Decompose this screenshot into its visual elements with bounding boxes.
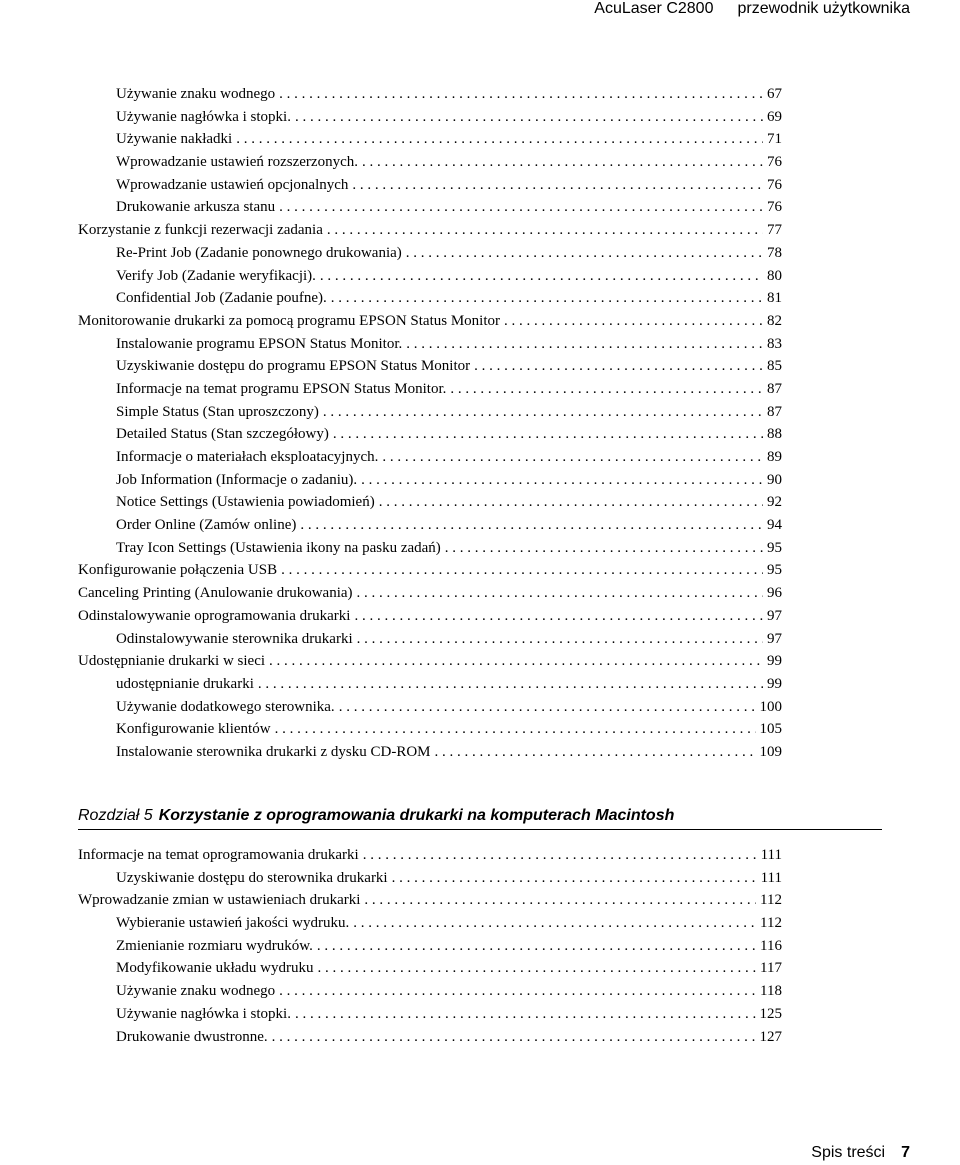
toc-entry-label: Informacje na temat programu EPSON Status Monitor. — [116, 380, 447, 397]
toc-dot-leader — [279, 83, 763, 106]
toc-entry-label: Drukowanie dwustronne. — [116, 1028, 268, 1045]
toc-entry-page: 92 — [767, 494, 782, 511]
toc-entry[interactable] — [78, 980, 782, 1003]
toc-dot-leader — [327, 219, 763, 242]
toc-dot-leader — [281, 559, 763, 582]
toc-entry[interactable] — [78, 628, 782, 651]
toc-entry-label: Instalowanie programu EPSON Status Monitor. — [116, 335, 403, 352]
toc-entry-page: 67 — [767, 86, 782, 102]
toc-entry-label: Używanie znaku wodnego — [116, 86, 276, 102]
toc-dot-leader — [363, 844, 757, 867]
toc-list-chapter-5 — [78, 844, 782, 1048]
toc-entry[interactable] — [78, 867, 782, 890]
toc-entry-page: 111 — [760, 847, 782, 863]
toc-entry-label: Canceling Printing (Anulowanie drukowania) — [78, 585, 353, 602]
guide-title: przewodnik użytkownika — [737, 0, 910, 17]
toc-dot-leader — [445, 537, 763, 560]
toc-entry-label: Informacje na temat oprogramowania drukarki — [78, 847, 359, 863]
toc-entry-page: 127 — [759, 1028, 782, 1045]
toc-dot-leader — [317, 957, 756, 980]
toc-entry-label: Modyfikowanie układu wydruku — [116, 960, 314, 977]
toc-entry-label: udostępnianie drukarki — [116, 675, 254, 692]
toc-entry[interactable] — [78, 423, 782, 446]
toc-dot-leader — [450, 378, 763, 401]
toc-entry-page: 109 — [759, 743, 782, 760]
toc-entry-page: 85 — [767, 358, 782, 375]
chapter-title: Korzystanie z oprogramowania drukarki na komputerach Macintosh — [158, 807, 675, 824]
toc-entry-label: Job Information (Informacje o zadaniu). — [116, 471, 358, 488]
toc-entry-label: Uzyskiwanie dostępu do programu EPSON Status Monitor — [116, 358, 471, 375]
toc-dot-leader — [331, 287, 763, 310]
toc-dot-leader — [317, 935, 756, 958]
toc-dot-leader — [258, 673, 763, 696]
toc-entry-label: Notice Settings (Ustawienia powiadomień) — [116, 494, 375, 511]
toc-entry-label: Udostępnianie drukarki w sieci — [78, 653, 266, 670]
toc-entry[interactable] — [78, 378, 782, 401]
toc-entry[interactable] — [78, 582, 782, 605]
toc-entry-page: 71 — [767, 131, 782, 148]
toc-entry[interactable] — [78, 605, 782, 628]
toc-entry[interactable] — [78, 889, 782, 912]
toc-entry[interactable] — [78, 219, 782, 242]
toc-entry-page: 89 — [767, 449, 782, 465]
toc-entry-page: 111 — [760, 869, 782, 886]
toc-dot-leader — [339, 696, 756, 719]
toc-dot-leader — [357, 582, 763, 605]
toc-entry-label: Zmienianie rozmiaru wydruków. — [116, 937, 313, 954]
toc-entry[interactable] — [78, 151, 782, 174]
toc-dot-leader — [406, 333, 763, 356]
toc-entry-label: Używanie nagłówka i stopki. — [116, 1005, 291, 1022]
toc-entry-label: Monitorowanie drukarki za pomocą programu EPSON Status Monitor — [78, 312, 501, 329]
chapter-number: Rozdział 5 — [78, 807, 153, 824]
toc-entry-label: Korzystanie z funkcji rezerwacji zadania — [78, 222, 323, 239]
toc-entry-label: Wybieranie ustawień jakości wydruku. — [116, 915, 350, 932]
toc-entry-page: 83 — [767, 335, 782, 352]
footer-page-number: 7 — [901, 1144, 910, 1161]
toc-dot-leader — [236, 128, 763, 151]
toc-entry-page: 116 — [760, 937, 782, 954]
toc-entry-label: Informacje o materiałach eksploatacyjnych. — [116, 449, 379, 465]
toc-entry-page: 80 — [767, 267, 782, 284]
toc-dot-leader — [474, 355, 763, 378]
toc-dot-leader — [504, 310, 763, 333]
toc-entry-label: Simple Status (Stan uproszczony) — [116, 403, 319, 420]
toc-entry[interactable] — [78, 265, 782, 288]
toc-entry[interactable] — [78, 844, 782, 867]
toc-entry[interactable] — [78, 310, 782, 333]
toc-entry-page: 76 — [767, 154, 782, 171]
toc-entry[interactable] — [78, 650, 782, 673]
toc-entry-page: 112 — [760, 892, 782, 909]
toc-entry-label: Uzyskiwanie dostępu do sterownika drukarki — [116, 869, 388, 886]
toc-dot-leader — [279, 980, 756, 1003]
toc-entry[interactable] — [78, 446, 782, 469]
toc-entry[interactable] — [78, 469, 782, 492]
toc-dot-leader — [269, 650, 763, 673]
toc-entry[interactable] — [78, 741, 782, 764]
toc-dot-leader — [300, 514, 763, 537]
toc-dot-leader — [295, 1003, 756, 1026]
toc-entry-label: Order Online (Zamów online) — [116, 517, 297, 534]
toc-entry-label: Odinstalowywanie oprogramowania drukarki — [78, 607, 351, 624]
toc-entry-label: Verify Job (Zadanie weryfikacji). — [116, 267, 316, 284]
toc-dot-leader — [354, 605, 763, 628]
toc-entry-page: 99 — [767, 653, 782, 670]
toc-entry-page: 117 — [760, 960, 782, 977]
toc-dot-leader — [435, 741, 756, 764]
toc-entry[interactable] — [78, 355, 782, 378]
toc-entry-label: Konfigurowanie połączenia USB — [78, 562, 278, 579]
toc-entry[interactable] — [78, 514, 782, 537]
toc-entry-label: Używanie nagłówka i stopki. — [116, 108, 291, 125]
toc-entry[interactable] — [78, 912, 782, 935]
toc-entry-page: 78 — [767, 244, 782, 261]
toc-entry[interactable] — [78, 537, 782, 560]
footer-section: Spis treści — [811, 1144, 886, 1161]
toc-dot-leader — [406, 242, 763, 265]
toc-entry[interactable] — [78, 1003, 782, 1026]
toc-entry-label: Wprowadzanie zmian w ustawieniach drukarki — [78, 892, 361, 909]
toc-entry-page: 76 — [767, 199, 782, 216]
toc-dot-leader — [364, 889, 756, 912]
toc-entry-page: 96 — [767, 585, 782, 602]
toc-entry[interactable] — [78, 287, 782, 310]
toc-dot-leader — [379, 491, 763, 514]
toc-entry-page: 105 — [759, 721, 782, 738]
toc-entry[interactable] — [78, 333, 782, 356]
toc-entry-label: Re-Print Job (Zadanie ponownego drukowania) — [116, 244, 402, 261]
toc-dot-leader — [279, 196, 763, 219]
toc-entry-page: 97 — [767, 607, 782, 624]
toc-entry-page: 100 — [759, 698, 782, 715]
toc-entry-page: 97 — [767, 630, 782, 647]
toc-dot-leader — [392, 867, 757, 890]
toc-dot-leader — [275, 718, 756, 741]
toc-dot-leader — [362, 151, 763, 174]
toc-entry-page: 82 — [767, 312, 782, 329]
toc-entry-label: Instalowanie sterownika drukarki z dysku CD-ROM — [116, 743, 431, 760]
toc-entry-label: Drukowanie arkusza stanu — [116, 199, 276, 216]
toc-entry[interactable] — [78, 174, 782, 197]
page-footer — [811, 1143, 910, 1163]
toc-entry-label: Wprowadzanie ustawień rozszerzonych. — [116, 154, 358, 171]
toc-entry[interactable] — [78, 696, 782, 719]
toc-dot-leader — [357, 628, 763, 651]
toc-dot-leader — [323, 401, 763, 424]
toc-entry-page: 69 — [767, 108, 782, 125]
page-header — [594, 0, 910, 22]
product-name: AcuLaser C2800 — [594, 0, 714, 17]
toc-entry-label: Używanie znaku wodnego — [116, 983, 276, 1000]
toc-entry-page: 87 — [767, 403, 782, 420]
toc-dot-leader — [353, 912, 756, 935]
toc-dot-leader — [352, 174, 763, 197]
toc-dot-leader — [320, 265, 763, 288]
toc-entry-page: 125 — [759, 1005, 782, 1022]
toc-entry-page: 76 — [767, 176, 782, 193]
toc-entry-page: 95 — [767, 539, 782, 556]
toc-entry-page: 94 — [767, 517, 782, 534]
toc-entry-page: 87 — [767, 380, 782, 397]
toc-entry-label: Wprowadzanie ustawień opcjonalnych — [116, 176, 349, 193]
toc-entry[interactable] — [78, 491, 782, 514]
toc-entry[interactable] — [78, 1026, 782, 1049]
toc-entry-label: Tray Icon Settings (Ustawienia ikony na pasku zadań) — [116, 539, 441, 556]
toc-entry[interactable] — [78, 673, 782, 696]
toc-entry[interactable] — [78, 242, 782, 265]
toc-entry-label: Używanie nakładki — [116, 131, 233, 148]
chapter-heading — [78, 806, 882, 830]
toc-entry[interactable] — [78, 196, 782, 219]
toc-entry[interactable] — [78, 128, 782, 151]
toc-entry-label: Confidential Job (Zadanie poufne). — [116, 290, 327, 307]
toc-dot-leader — [272, 1026, 756, 1049]
toc-dot-leader — [382, 446, 763, 469]
toc-entry-page: 81 — [767, 290, 782, 307]
toc-entry-label: Konfigurowanie klientów — [116, 721, 271, 738]
toc-entry-page: 95 — [767, 562, 782, 579]
toc-entry[interactable] — [78, 401, 782, 424]
toc-entry[interactable] — [78, 559, 782, 582]
toc-entry-page: 90 — [767, 471, 782, 488]
toc-entry[interactable] — [78, 718, 782, 741]
toc-entry-page: 112 — [760, 915, 782, 932]
toc-entry-label: Odinstalowywanie sterownika drukarki — [116, 630, 353, 647]
toc-dot-leader — [333, 423, 763, 446]
toc-dot-leader — [361, 469, 763, 492]
toc-entry-page: 77 — [767, 222, 782, 239]
toc-entry[interactable] — [78, 957, 782, 980]
toc-entry-page: 88 — [767, 426, 782, 443]
toc-dot-leader — [295, 106, 763, 129]
toc-entry-page: 118 — [760, 983, 782, 1000]
toc-list — [78, 83, 782, 764]
toc-entry[interactable] — [78, 83, 782, 106]
toc-entry-label: Detailed Status (Stan szczegółowy) — [116, 426, 329, 443]
toc-entry[interactable] — [78, 935, 782, 958]
toc-entry[interactable] — [78, 106, 782, 129]
toc-entry-label: Używanie dodatkowego sterownika. — [116, 698, 335, 715]
toc-entry-page: 99 — [767, 675, 782, 692]
